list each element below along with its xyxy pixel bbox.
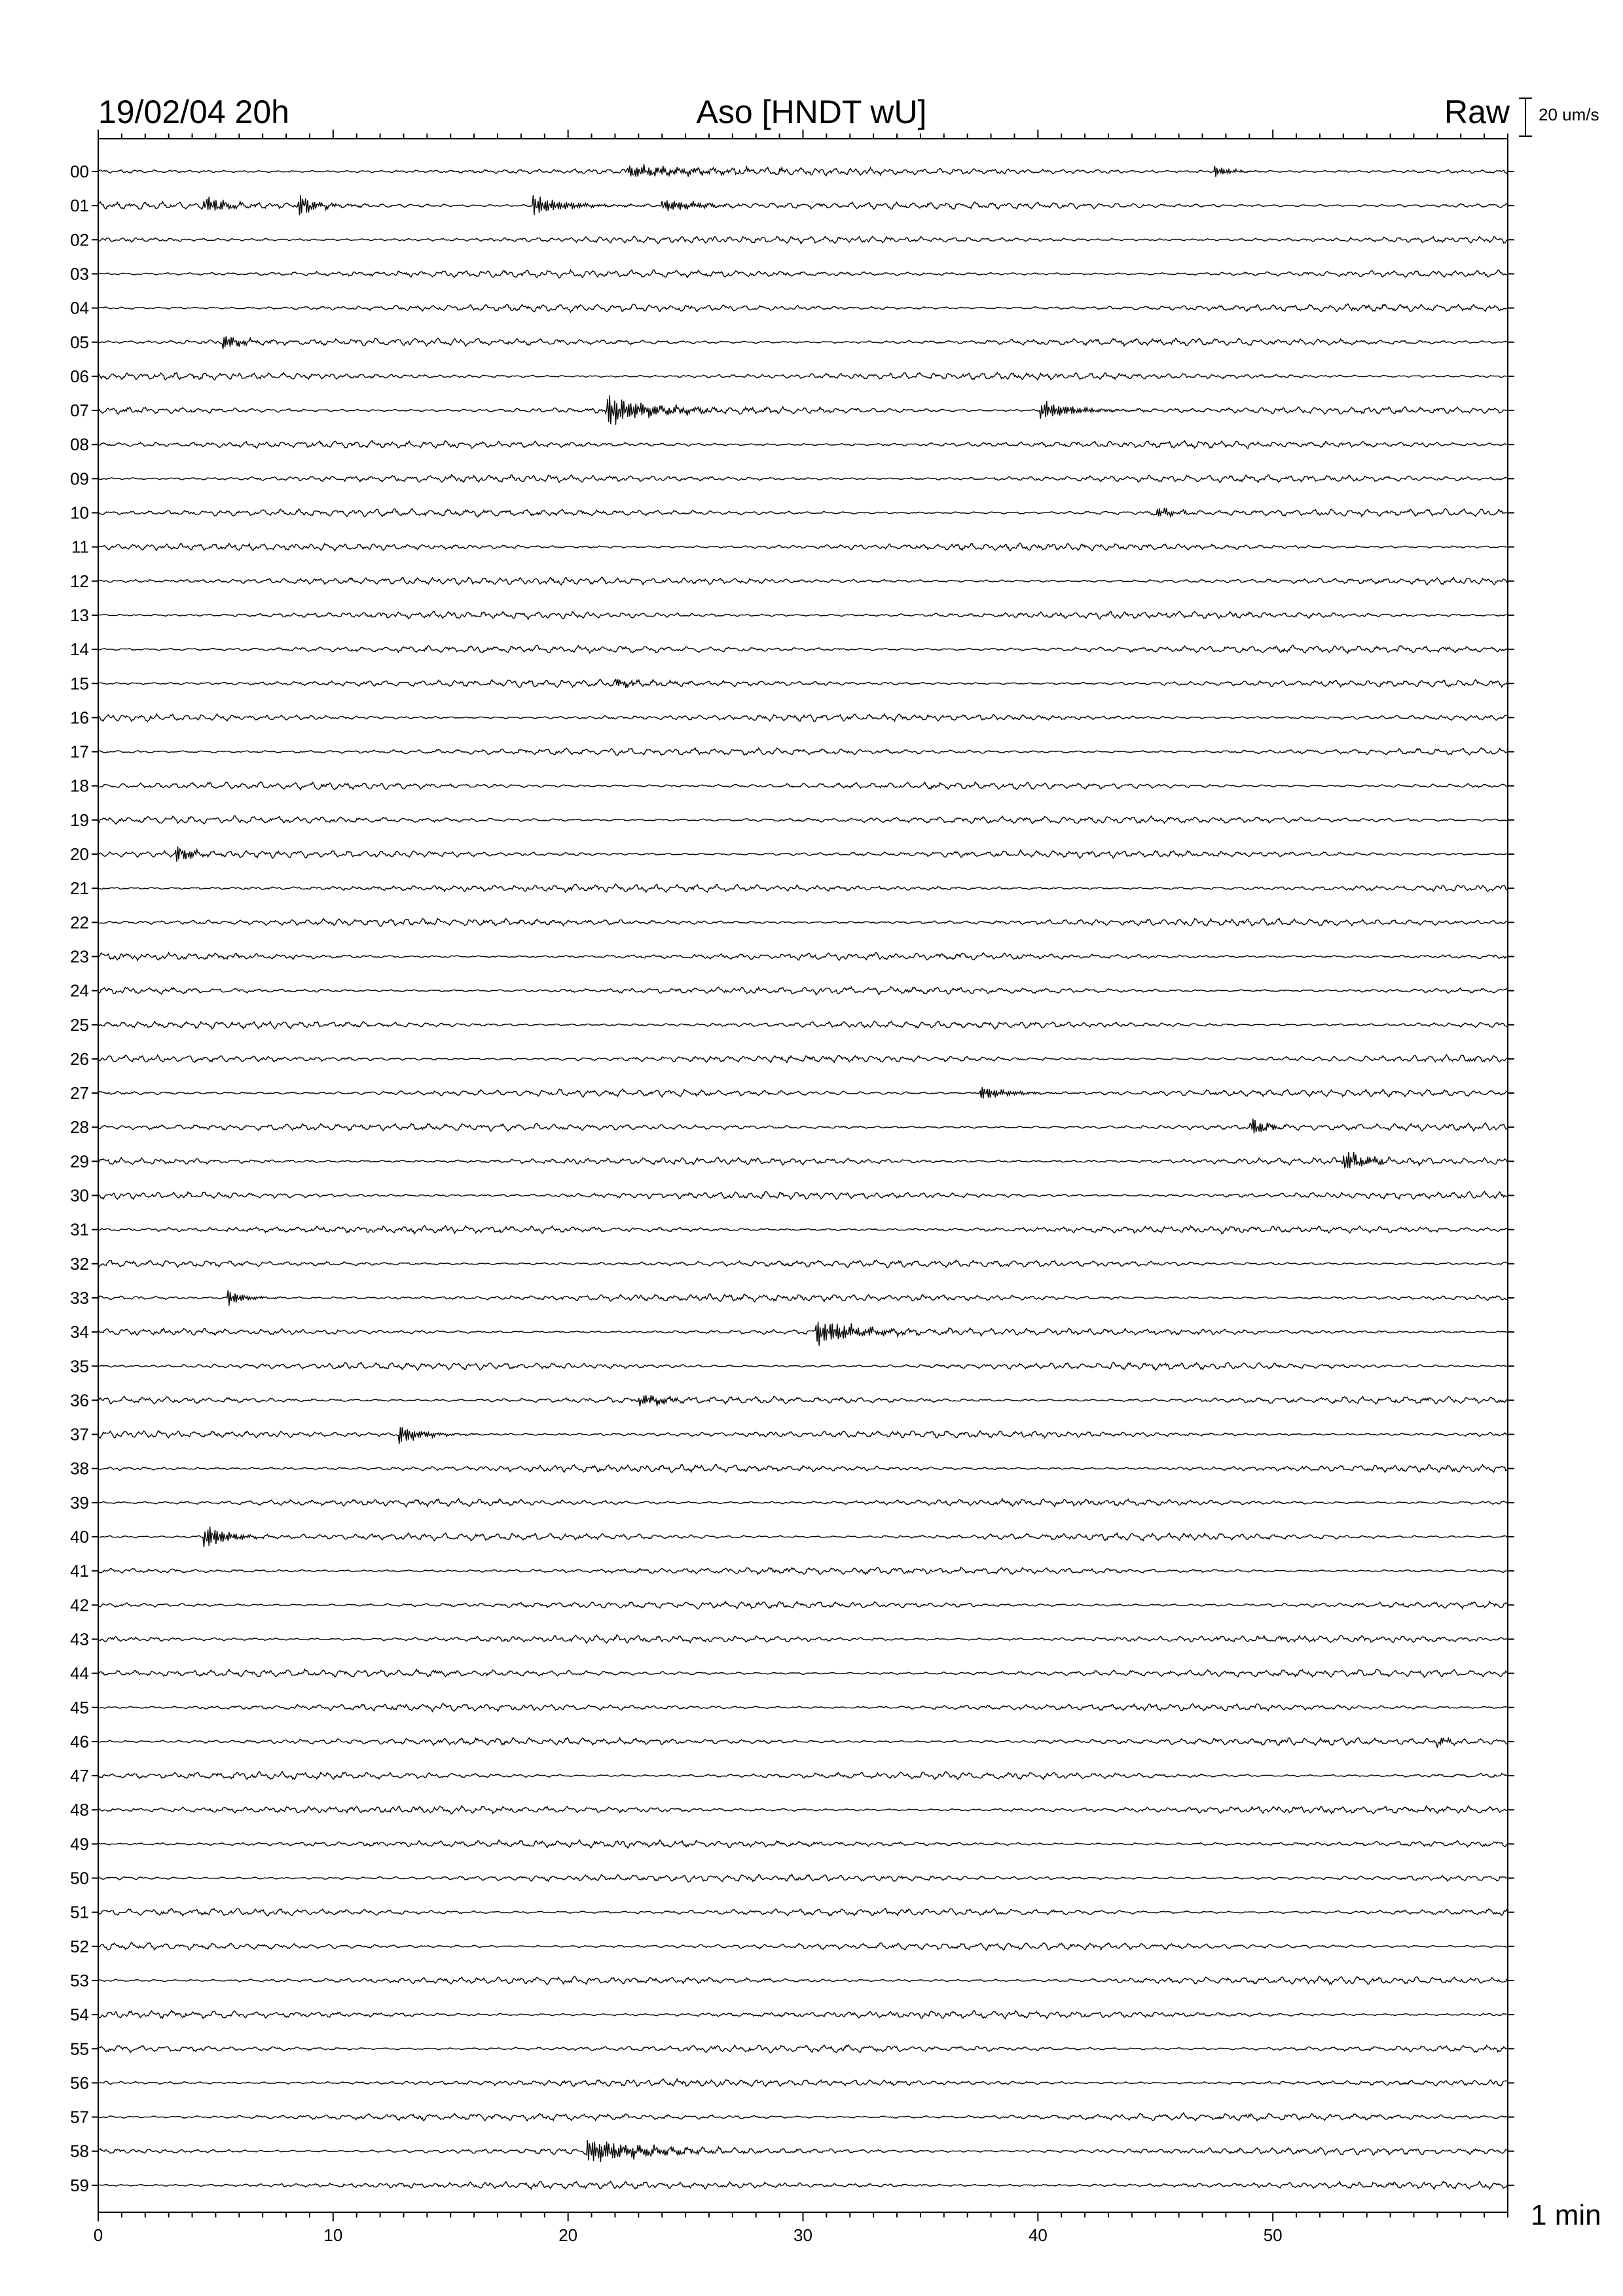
row-label: 20 bbox=[70, 844, 89, 864]
row-label: 25 bbox=[70, 1014, 89, 1035]
x-tick-label: 30 bbox=[793, 2225, 812, 2245]
row-label: 57 bbox=[70, 2107, 89, 2127]
trace-row-47 bbox=[98, 1772, 1508, 1780]
trace-row-18 bbox=[98, 782, 1508, 790]
trace-row-26 bbox=[98, 1055, 1508, 1063]
trace-row-35 bbox=[98, 1362, 1508, 1370]
x-axis bbox=[94, 130, 1508, 2245]
trace-row-48 bbox=[98, 1806, 1508, 1814]
x-tick-label: 10 bbox=[323, 2225, 343, 2245]
row-label: 09 bbox=[70, 469, 89, 489]
row-label: 16 bbox=[70, 708, 89, 728]
row-label: 41 bbox=[70, 1561, 89, 1581]
trace-row-24 bbox=[98, 987, 1508, 995]
row-label: 19 bbox=[70, 810, 89, 830]
trace-row-23 bbox=[98, 952, 1508, 960]
trace-row-06 bbox=[98, 372, 1508, 380]
row-label: 59 bbox=[70, 2175, 89, 2195]
row-label: 23 bbox=[70, 946, 89, 967]
row-label: 54 bbox=[70, 2005, 89, 2025]
row-label: 52 bbox=[70, 1936, 89, 1956]
trace-row-55 bbox=[98, 2045, 1508, 2053]
trace-row-14 bbox=[98, 645, 1508, 653]
trace-group bbox=[98, 164, 1508, 2189]
trace-row-44 bbox=[98, 1669, 1508, 1677]
row-label: 30 bbox=[70, 1185, 89, 1206]
row-label: 40 bbox=[70, 1527, 89, 1547]
trace-row-08 bbox=[98, 440, 1508, 448]
trace-row-21 bbox=[98, 884, 1508, 893]
trace-row-51 bbox=[98, 1909, 1508, 1916]
row-label: 49 bbox=[70, 1834, 89, 1854]
trace-row-11 bbox=[98, 543, 1508, 551]
row-label: 37 bbox=[70, 1424, 89, 1444]
row-label: 27 bbox=[70, 1083, 89, 1103]
row-label: 04 bbox=[70, 298, 89, 318]
plot-frame bbox=[98, 139, 1508, 2212]
trace-row-39 bbox=[98, 1499, 1508, 1507]
row-label: 29 bbox=[70, 1151, 89, 1172]
trace-row-33 bbox=[98, 1290, 1508, 1306]
row-label: 35 bbox=[70, 1356, 89, 1376]
row-label: 14 bbox=[70, 639, 89, 660]
row-label: 42 bbox=[70, 1595, 89, 1615]
row-label: 22 bbox=[70, 912, 89, 933]
x-unit-label: 1 min bbox=[1531, 2199, 1601, 2231]
trace-row-37 bbox=[98, 1427, 1508, 1444]
trace-row-36 bbox=[98, 1395, 1508, 1407]
trace-row-59 bbox=[98, 2181, 1508, 2189]
trace-row-03 bbox=[98, 270, 1508, 278]
x-tick-label: 50 bbox=[1263, 2225, 1283, 2245]
row-label: 34 bbox=[70, 1322, 89, 1342]
trace-row-49 bbox=[98, 1840, 1508, 1848]
trace-row-00 bbox=[98, 164, 1508, 177]
row-label: 51 bbox=[70, 1902, 89, 1922]
row-label: 45 bbox=[70, 1697, 89, 1717]
x-tick-label: 40 bbox=[1028, 2225, 1048, 2245]
trace-row-52 bbox=[98, 1942, 1508, 1950]
trace-row-10 bbox=[98, 508, 1508, 517]
row-label: 46 bbox=[70, 1731, 89, 1751]
row-label: 13 bbox=[70, 605, 89, 625]
row-label: 12 bbox=[70, 571, 89, 591]
row-label: 18 bbox=[70, 776, 89, 796]
row-label: 36 bbox=[70, 1390, 89, 1410]
trace-row-19 bbox=[98, 816, 1508, 825]
row-label-group bbox=[70, 162, 1514, 2195]
row-label: 07 bbox=[70, 401, 89, 421]
trace-row-38 bbox=[98, 1464, 1508, 1472]
row-label: 56 bbox=[70, 2073, 89, 2093]
trace-row-09 bbox=[98, 475, 1508, 482]
row-label: 33 bbox=[70, 1287, 89, 1308]
date-hour-label: 19/02/04 20h bbox=[98, 94, 289, 130]
row-label: 02 bbox=[70, 230, 89, 250]
trace-row-43 bbox=[98, 1635, 1508, 1643]
trace-row-53 bbox=[98, 1977, 1508, 1985]
trace-row-57 bbox=[98, 2113, 1508, 2121]
trace-row-01 bbox=[98, 195, 1508, 215]
row-label: 53 bbox=[70, 1970, 89, 1990]
station-title: Aso [HNDT wU] bbox=[696, 94, 927, 130]
row-label: 03 bbox=[70, 264, 89, 284]
trace-row-30 bbox=[98, 1191, 1508, 1199]
plot-border bbox=[98, 139, 1508, 2212]
x-tick-label: 20 bbox=[558, 2225, 578, 2245]
row-label: 48 bbox=[70, 1800, 89, 1820]
row-label: 01 bbox=[70, 196, 89, 216]
row-label: 55 bbox=[70, 2039, 89, 2059]
trace-row-12 bbox=[98, 577, 1508, 585]
row-label: 39 bbox=[70, 1492, 89, 1513]
trace-row-41 bbox=[98, 1567, 1508, 1574]
trace-row-25 bbox=[98, 1021, 1508, 1029]
trace-row-20 bbox=[98, 846, 1508, 861]
row-label: 06 bbox=[70, 366, 89, 386]
trace-row-29 bbox=[98, 1152, 1508, 1168]
trace-row-13 bbox=[98, 611, 1508, 620]
row-label: 11 bbox=[71, 537, 89, 557]
row-label: 00 bbox=[70, 162, 89, 181]
row-label: 47 bbox=[70, 1766, 89, 1786]
row-label: 43 bbox=[70, 1629, 89, 1649]
trace-row-54 bbox=[98, 2011, 1508, 2019]
row-label: 50 bbox=[70, 1868, 89, 1888]
row-label: 32 bbox=[70, 1253, 89, 1274]
amplitude-scale-bar bbox=[1519, 98, 1532, 136]
trace-row-34 bbox=[98, 1321, 1508, 1346]
row-label: 31 bbox=[70, 1219, 89, 1240]
row-label: 05 bbox=[70, 332, 89, 352]
row-label: 58 bbox=[70, 2141, 89, 2161]
row-label: 24 bbox=[70, 980, 89, 1001]
trace-row-15 bbox=[98, 679, 1508, 688]
trace-row-07 bbox=[98, 395, 1508, 425]
trace-row-16 bbox=[98, 714, 1508, 722]
trace-row-45 bbox=[98, 1704, 1508, 1712]
x-tick-label: 0 bbox=[93, 2225, 103, 2245]
row-label: 15 bbox=[70, 673, 89, 694]
trace-row-27 bbox=[98, 1087, 1508, 1098]
trace-row-22 bbox=[98, 918, 1508, 926]
trace-row-58 bbox=[98, 2140, 1508, 2162]
trace-row-05 bbox=[98, 336, 1508, 350]
amplitude-scale-label: 20 um/s bbox=[1539, 105, 1599, 124]
row-label: 08 bbox=[70, 435, 89, 455]
trace-row-56 bbox=[98, 2079, 1508, 2087]
trace-row-28 bbox=[98, 1119, 1508, 1134]
trace-row-02 bbox=[98, 236, 1508, 243]
row-label: 21 bbox=[70, 878, 89, 899]
row-label: 44 bbox=[70, 1663, 89, 1683]
trace-row-31 bbox=[98, 1226, 1508, 1234]
trace-row-04 bbox=[98, 304, 1508, 312]
row-label: 17 bbox=[70, 742, 89, 762]
row-label: 10 bbox=[70, 503, 89, 523]
trace-row-32 bbox=[98, 1260, 1508, 1268]
mode-label: Raw bbox=[1444, 94, 1510, 130]
row-label: 28 bbox=[70, 1117, 89, 1138]
row-label: 26 bbox=[70, 1049, 89, 1069]
trace-row-50 bbox=[98, 1874, 1508, 1882]
trace-row-40 bbox=[98, 1527, 1508, 1548]
trace-row-17 bbox=[98, 747, 1508, 755]
trace-row-42 bbox=[98, 1602, 1508, 1609]
trace-row-46 bbox=[98, 1738, 1508, 1748]
row-label: 38 bbox=[70, 1458, 89, 1479]
